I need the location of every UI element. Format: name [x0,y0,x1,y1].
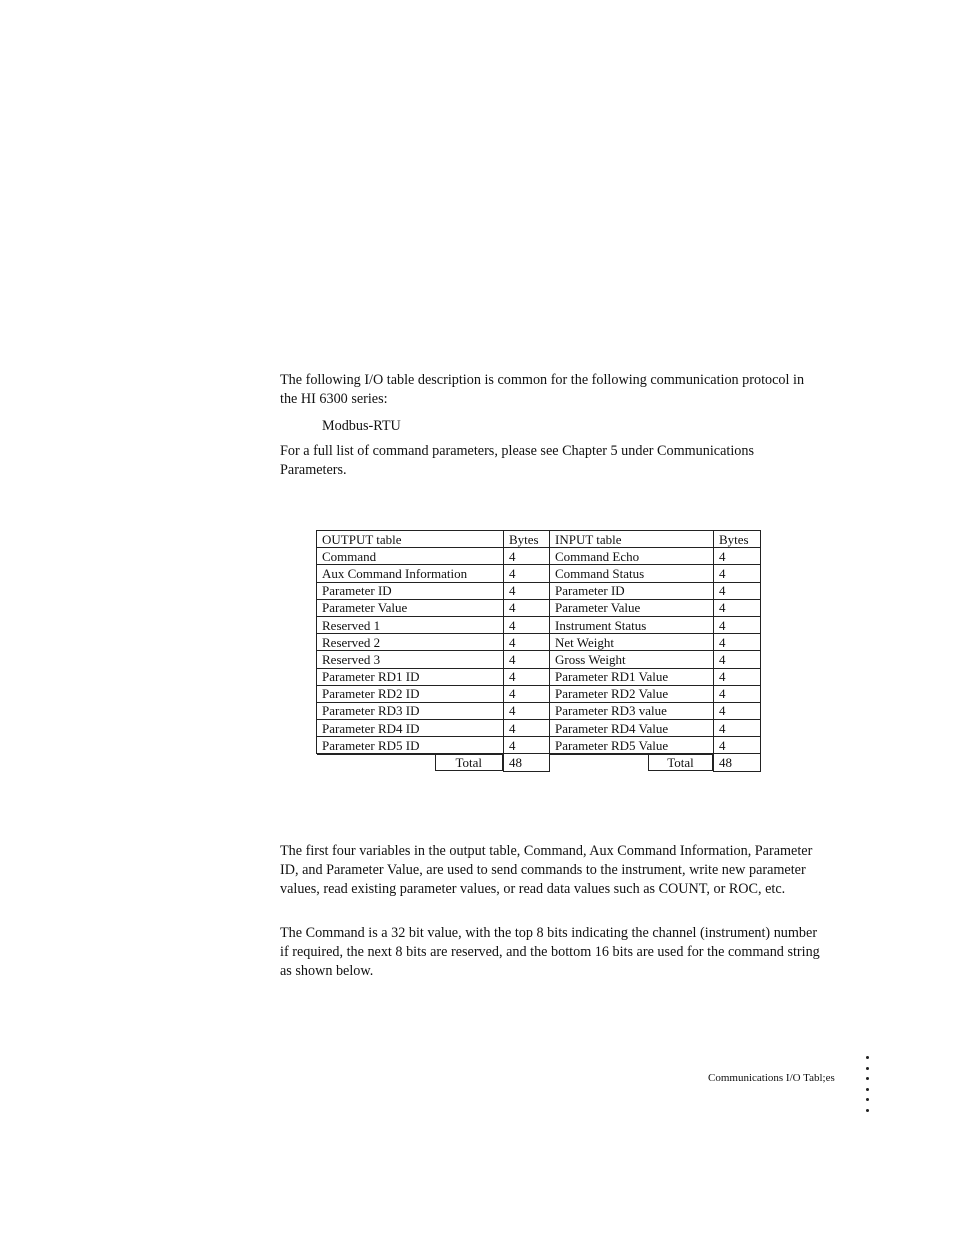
header-output-table: OUTPUT table [317,531,504,548]
header-output-bytes: Bytes [504,531,550,548]
cell-input-name: Parameter RD2 Value [550,685,714,702]
cell-input-name: Parameter RD4 Value [550,720,714,737]
cell-input-name: Parameter ID [550,582,714,599]
cell-input-bytes: 4 [714,634,761,651]
cell-input-name: Command Status [550,565,714,582]
table-row [317,702,761,719]
cell-output-bytes: 4 [504,599,550,616]
cell-output-name: Parameter RD5 ID [317,737,504,754]
total-output-bytes: 48 [504,754,550,772]
table-row [317,634,761,651]
cell-output-bytes: 4 [504,668,550,685]
cell-output-name: Reserved 2 [317,634,504,651]
cell-output-name: Reserved 3 [317,651,504,668]
cell-output-bytes: 4 [504,651,550,668]
total-input-bytes: 48 [714,754,761,772]
total-row [317,754,761,772]
cell-output-bytes: 4 [504,616,550,633]
table-row [317,685,761,702]
cell-input-name: Net Weight [550,634,714,651]
cell-output-name: Reserved 1 [317,616,504,633]
io-table [316,530,761,772]
reference-paragraph: For a full list of command parameters, please see Chapter 5 under Communications Parameters. [280,443,754,478]
cell-input-bytes: 4 [714,668,761,685]
table-row [317,548,761,565]
cell-output-name: Parameter Value [317,599,504,616]
cell-input-name: Parameter RD3 value [550,702,714,719]
cell-input-name: Command Echo [550,548,714,565]
table-row [317,616,761,633]
cell-output-bytes: 4 [504,702,550,719]
header-input-bytes: Bytes [714,531,761,548]
cell-output-bytes: 4 [504,548,550,565]
cell-input-bytes: 4 [714,685,761,702]
footer-section-title: Communications I/O Tabl;es [708,1072,835,1084]
total-label-input: Total [648,754,713,771]
cell-output-name: Parameter RD3 ID [317,702,504,719]
cell-input-bytes: 4 [714,737,761,754]
total-label-output: Total [435,754,504,771]
cell-output-bytes: 4 [504,720,550,737]
cell-output-name: Aux Command Information [317,565,504,582]
cell-input-name: Parameter Value [550,599,714,616]
cell-output-name: Command [317,548,504,565]
cell-output-bytes: 4 [504,582,550,599]
cell-output-name: Parameter RD1 ID [317,668,504,685]
table-row [317,737,761,754]
table-row [317,599,761,616]
table-row [317,582,761,599]
intro-paragraph: The following I/O table description is common for the following communication protocol in the HI 6300 series: [280,372,805,407]
cell-input-bytes: 4 [714,548,761,565]
footer-dots-decoration [864,1056,872,1119]
cell-input-bytes: 4 [714,616,761,633]
table-row [317,720,761,737]
cell-input-bytes: 4 [714,599,761,616]
table-row [317,651,761,668]
cell-input-bytes: 4 [714,720,761,737]
cell-output-name: Parameter ID [317,582,504,599]
total-output-cell [317,754,504,772]
cell-output-bytes: 4 [504,565,550,582]
table-row [317,668,761,685]
cell-input-name: Parameter RD5 Value [550,737,714,754]
cell-output-bytes: 4 [504,737,550,754]
cell-input-name: Parameter RD1 Value [550,668,714,685]
output-variables-paragraph: The first four variables in the output table, Command, Aux Command Information, Parameter ID, and Parameter Value, are used to send commands to the instrument, write new parameter values, read existing parameter values, or read data values such as COUNT, or ROC, etc. [280,843,813,897]
protocol-name: Modbus-RTU [322,418,401,434]
cell-input-bytes: 4 [714,651,761,668]
cell-input-bytes: 4 [714,702,761,719]
command-description-paragraph: The Command is a 32 bit value, with the top 8 bits indicating the channel (instrument) number if required, the next 8 bits are reserved, and the bottom 16 bits are used for the command string as shown below. [280,925,820,979]
table-row [317,565,761,582]
table-header-row [317,531,761,548]
cell-input-bytes: 4 [714,565,761,582]
cell-input-name: Gross Weight [550,651,714,668]
total-input-cell [550,754,714,772]
cell-input-name: Instrument Status [550,616,714,633]
cell-input-bytes: 4 [714,582,761,599]
cell-output-bytes: 4 [504,685,550,702]
cell-output-name: Parameter RD4 ID [317,720,504,737]
header-input-table: INPUT table [550,531,714,548]
cell-output-bytes: 4 [504,634,550,651]
cell-output-name: Parameter RD2 ID [317,685,504,702]
